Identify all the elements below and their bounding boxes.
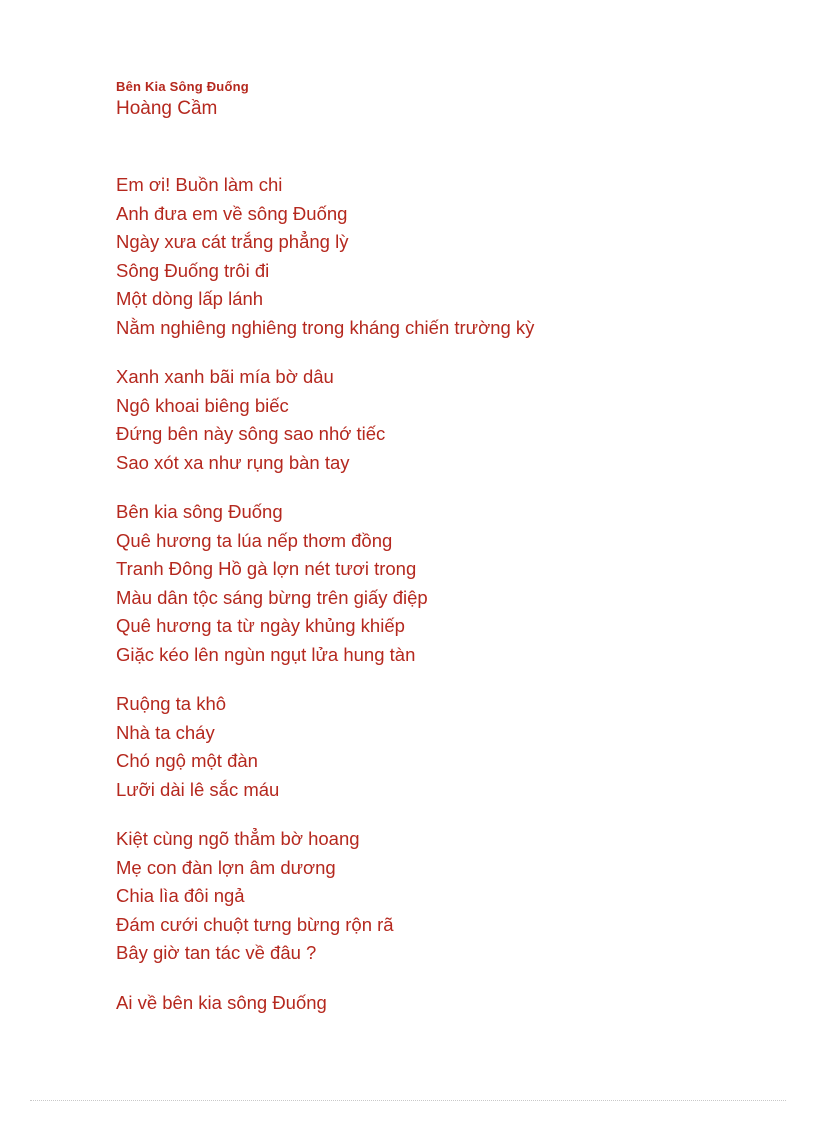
poem-line: Đám cưới chuột tưng bừng rộn rã: [116, 913, 394, 935]
poem-line: Kiệt cùng ngõ thẳm bờ hoang: [116, 828, 360, 849]
author-name: Hoàng Cầm: [116, 98, 218, 119]
poem-stanza: [116, 498, 756, 669]
poem-line: Quê hương ta lúa nếp thơm đồng: [116, 529, 393, 551]
poem-line: Bây giờ tan tác về đâu ?: [116, 942, 317, 963]
poem-body: [116, 171, 756, 1017]
poem-stanza: [116, 363, 756, 477]
poem-line: Một dòng lấp lánh: [116, 288, 264, 309]
poem-line: Tranh Đông Hồ gà lợn nét tươi trong: [116, 558, 417, 579]
poem-line: Quê hương ta từ ngày khủng khiếp: [116, 615, 405, 636]
poem-line: Sông Đuống trôi đi: [116, 259, 270, 281]
page-title: Bên Kia Sông Đuống: [116, 79, 249, 94]
poem-line: Xanh xanh bãi mía bờ dâu: [116, 366, 334, 387]
poem-line: Mẹ con đàn lợn âm dương: [116, 856, 336, 878]
poem-line: Ngày xưa cát trắng phẳng lỳ: [116, 231, 349, 252]
poem-stanza: [116, 171, 756, 342]
poem-stanza: [116, 690, 756, 804]
poem-line: Chia lìa đôi ngả: [116, 885, 245, 906]
poem-line: Đứng bên này sông sao nhớ tiếc: [116, 423, 386, 444]
poem-line: Ruộng ta khô: [116, 693, 227, 714]
poem-line: Chó ngộ một đàn: [116, 750, 258, 771]
footer-divider: [30, 1100, 786, 1101]
poem-line: Lưỡi dài lê sắc máu: [116, 778, 280, 800]
poem-line: Bên kia sông Đuống: [116, 501, 283, 522]
poem-line: Ai về bên kia sông Đuống: [116, 991, 327, 1013]
poem-line: Giặc kéo lên ngùn ngụt lửa hung tàn: [116, 643, 416, 665]
poem-line: Màu dân tộc sáng bừng trên giấy điệp: [116, 586, 428, 608]
poem-line: Nhà ta cháy: [116, 721, 215, 743]
poem-stanza: [116, 825, 756, 968]
poem-line: Anh đưa em về sông Đuống: [116, 202, 348, 224]
poem-line: Sao xót xa như rụng bàn tay: [116, 451, 350, 473]
poem-line: Em ơi! Buồn làm chi: [116, 174, 283, 195]
poem-line: Nằm nghiêng nghiêng trong kháng chiến trường kỳ: [116, 316, 535, 338]
poem-line: Ngô khoai biêng biếc: [116, 394, 289, 416]
document-content: [116, 78, 756, 1038]
poem-stanza: [116, 989, 756, 1018]
